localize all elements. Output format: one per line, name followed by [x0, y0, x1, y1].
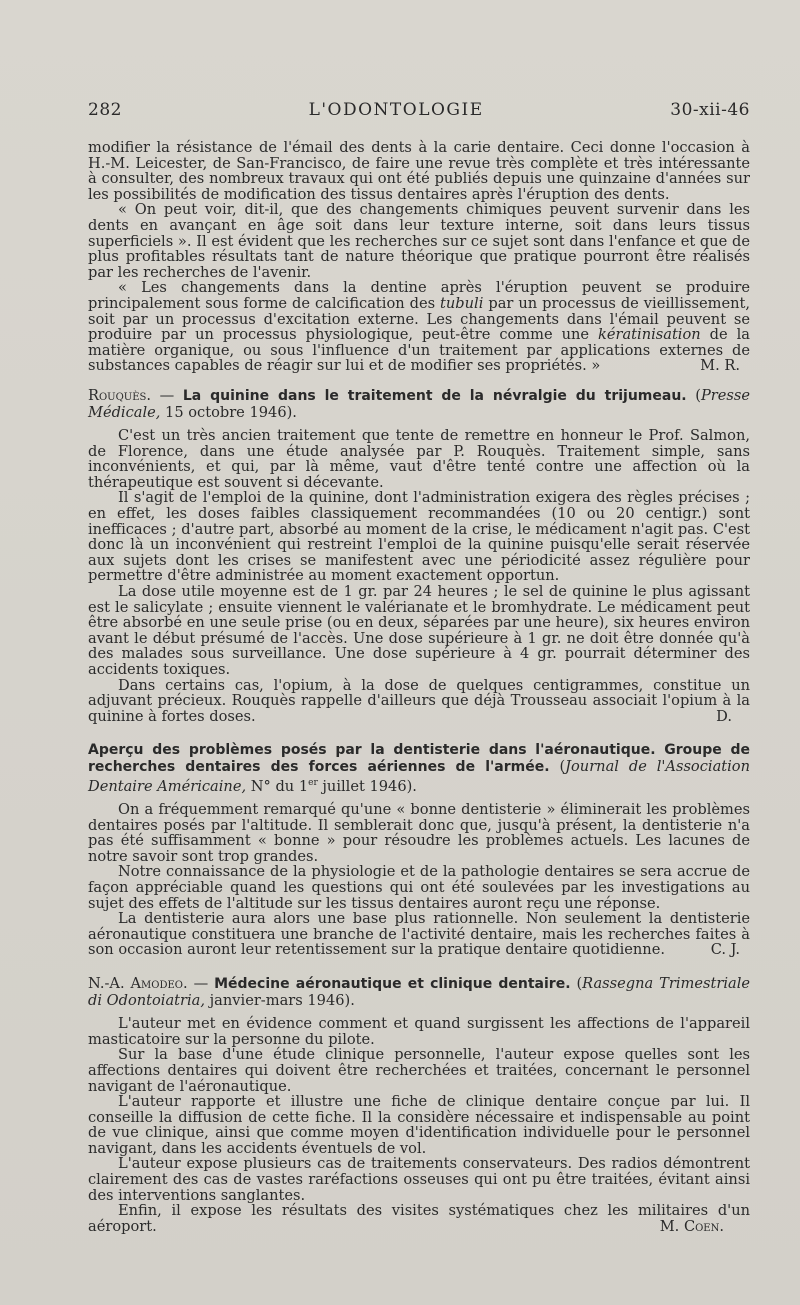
paragraph: Dans certains cas, l'opium, à la dose de quelques centigrammes, constitue un adjuvant précieux. Rouquès rappelle d'ailleurs que déjà Trousseau associait l'opium à la quinine à fortes doses. D.: [88, 676, 750, 725]
paragraph: « On peut voir, dit-il, que des changements chimiques peuvent survenir dans les dents en avançant en âge soit dans leur texture interne, soit dans leurs tissus superficiels ». Il est évident que les recherches sur ce sujet sont dans l'enfance et que de plus profitables résultats tant de nature théorique que pratique pourront être réalisés par les recherches de l'avenir.: [88, 201, 750, 281]
author: N.-A. Amodeo.: [88, 974, 188, 992]
signature: M. R.: [700, 357, 740, 375]
paragraph: C'est un très ancien traitement que tente de remettre en honneur le Prof. Salmon, de Florence, dans une étude analysée par P. Rouquès. Traitement simple, sans inconvénients, et qui, par là même, vaut d'être tenté contre une affection où la thérapeutique est souvent si décevante.: [88, 427, 750, 491]
paragraph: La dentisterie aura alors une base plus rationnelle. Non seulement la dentisterie aéronautique constituera une branche de l'activité dentaire, mais les recherches faites à son occasion auront leur retentissement sur la pratique dentaire quotidienne. C. J.: [88, 910, 750, 959]
paragraph: Enfin, il expose les résultats des visites systématiques chez les militaires d'un aéroport. M. Coen.: [88, 1202, 750, 1235]
paragraph: Il s'agit de l'emploi de la quinine, dont l'administration exigera des règles précises ; en effet, les doses faibles classiquement recommandées (10 ou 20 centigr.) sont inefficaces ; d'autre part, absorbé au moment de la crise, le médicament n'agit pas. C'est donc là un inconvénient qui restreint l'emploi de la quinine puisqu'elle serait réservée aux sujets dont les crises se manifestent avec une périodicité assez régulière pour permettre d'être administrée au moment exactement opportun.: [88, 489, 750, 585]
paragraph: modifier la résistance de l'émail des dents à la carie dentaire. Ceci donne l'occasion à H.-M. Leicester, de San-Francisco, de faire une revue très complète et très intéressante à consulter, des nombreux travaux qui ont été publiés depuis une quinzaine d'années sur les possibilités de modification des tissus dentaires après l'éruption des dents.: [88, 139, 750, 203]
signature: C. J.: [710, 941, 740, 959]
entry-title: La quinine dans le traitement de la névralgie du trijumeau.: [182, 387, 687, 404]
entry-heading: Rouquès. — La quinine dans le traitement de la névralgie du trijumeau. (Presse Médicale, 15 octobre 1946).: [88, 386, 750, 421]
entry-heading: N.-A. Amodeo. — Médecine aéronautique et clinique dentaire. (Rassegna Trimestriale di Odontoiatria, janvier-mars 1946).: [88, 974, 751, 1009]
source: Journal de l'Association Dentaire Américaine,: [88, 757, 750, 795]
running-header: [88, 100, 750, 120]
abstract-entry: [88, 742, 750, 958]
journal-title: L'ODONTOLOGIE: [308, 100, 484, 120]
source: Rassegna Trimestriale di Odontoiatria,: [88, 974, 751, 1009]
signature: D.: [716, 707, 732, 725]
entry-heading: Aperçu des problèmes posés par la dentisterie dans l'aéronautique. Groupe de recherches dentaires des forces aériennes de l'armée. (Journal de l'Association Dentaire Américaine, N° du 1er juillet 1946).: [88, 742, 750, 795]
entry-title: Médecine aéronautique et clinique dentaire.: [214, 975, 571, 992]
paragraph: Sur la base d'une étude clinique personnelle, l'auteur expose quelles sont les affections dentaires qui doivent être recherchées et traitées, concernant le personnel navigant de l'aéronautique.: [88, 1046, 750, 1095]
paragraph: On a fréquemment remarqué qu'une « bonne dentisterie » éliminerait les problèmes dentaires posés par l'altitude. Il semblerait donc que, jusqu'à présent, la dentisterie n'a pas été suffisamment « bonne » pour résoudre les problèmes actuels. Les lacunes de notre savoir sont trop grandes.: [88, 801, 750, 865]
article-continuation: [88, 140, 750, 374]
abstract-entry: [88, 388, 750, 724]
issue-date: 30-xii-46: [670, 100, 750, 120]
paragraph: L'auteur rapporte et illustre une fiche de clinique dentaire conçue par lui. Il conseille la diffusion de cette fiche. Il la considère nécessaire et indispensable au point de vue clinique, ainsi que comme moyen d'identification individuelle pour le personnel navigant, dans les accidents éventuels de vol.: [88, 1093, 750, 1157]
source: Presse Médicale,: [88, 386, 750, 421]
page-number: 282: [88, 100, 122, 120]
paragraph: Notre connaissance de la physiologie et de la pathologie dentaires se sera accrue de façon appréciable quand les questions qui ont été soulevées par les investigations au sujet des effets de l'altitude sur les tissus dentaires auront reçu une réponse.: [88, 863, 750, 912]
signature: M. Coen.: [659, 1217, 724, 1235]
paragraph: « Les changements dans la dentine après l'éruption peuvent se produire principalement sous forme de calcification des tubuli par un processus de vieillissement, soit par un processus d'excitation externe. Les changements dans l'émail peuvent se produire par un processus physiologique, peut-être comme une kératinisation de la matière organique, ou sous l'influence d'un traitement par applications externes de substances capables de réagir sur lui et de modifier ses propriétés. » M. R.: [88, 279, 750, 375]
entry-title: Aperçu des problèmes posés par la dentisterie dans l'aéronautique. Groupe de recherches dentaires des forces aériennes de l'armée.: [88, 742, 750, 775]
paragraph: La dose utile moyenne est de 1 gr. par 24 heures ; le sel de quinine le plus agissant est le salicylate ; ensuite viennent le valérianate et le bromhydrate. Le médicament peut être absorbé en une seule prise (ou en deux, séparées par une heure), six heures environ avant le début présumé de l'accès. Une dose supérieure à 1 gr. ne doit être donnée qu'à des malades sous surveillance. Une dose supérieure à 4 gr. pourrait déterminer des accidents toxiques.: [88, 583, 750, 678]
paragraph: L'auteur expose plusieurs cas de traitements conservateurs. Des radios démontrent clairement des cas de vastes raréfactions osseuses qui ont pu être traitées, évitant ainsi des interventions sanglantes.: [88, 1155, 750, 1204]
abstract-entry: [88, 976, 750, 1235]
paragraph: L'auteur met en évidence comment et quand surgissent les affections de l'appareil masticatoire sur la personne du pilote.: [88, 1015, 750, 1048]
author: Rouquès.: [88, 386, 152, 404]
